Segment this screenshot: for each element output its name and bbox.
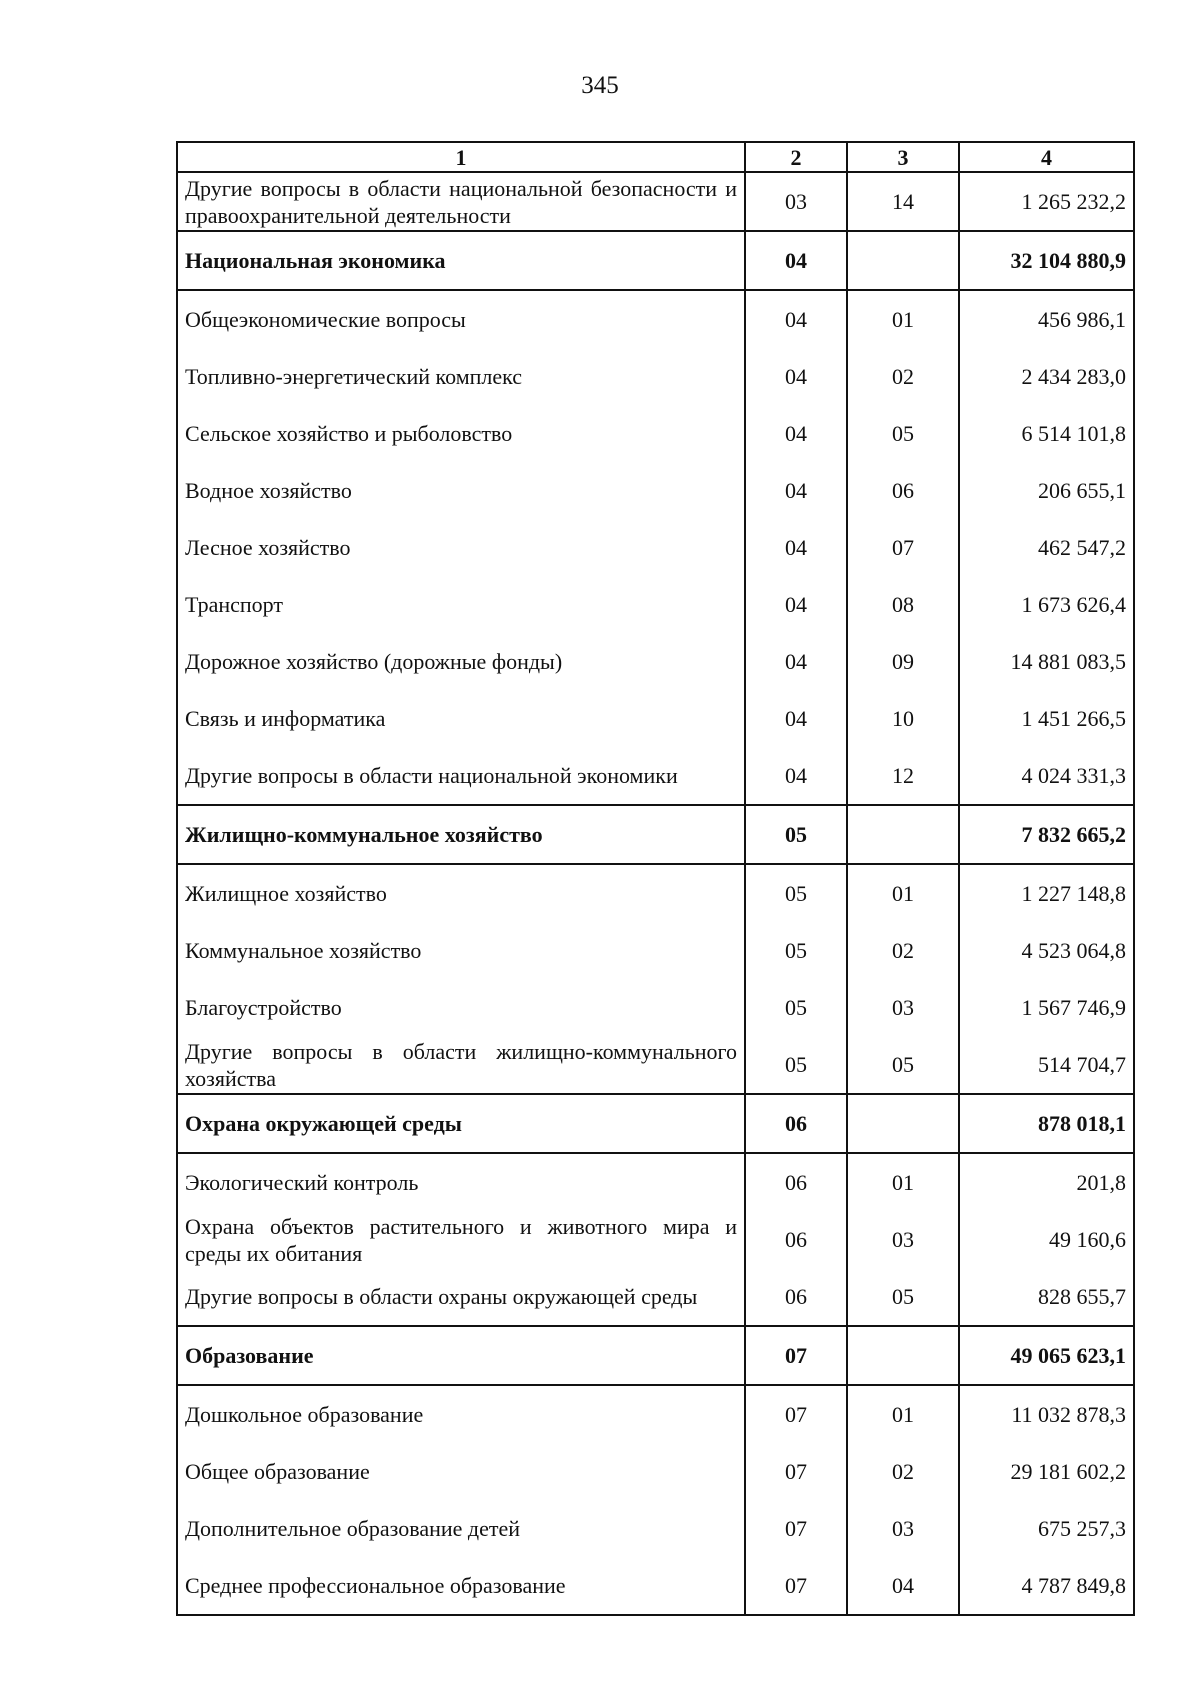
row-subsection-code bbox=[847, 1326, 959, 1385]
row-amount: 1 567 746,9 bbox=[959, 979, 1134, 1036]
row-subsection-code: 05 bbox=[847, 1036, 959, 1094]
table-row bbox=[177, 1268, 1134, 1326]
column-header-3: 3 bbox=[847, 142, 959, 172]
table-row bbox=[177, 1443, 1134, 1500]
row-section-code: 06 bbox=[745, 1153, 847, 1211]
row-section-code: 04 bbox=[745, 348, 847, 405]
row-section-code: 04 bbox=[745, 462, 847, 519]
row-subsection-code: 10 bbox=[847, 690, 959, 747]
row-amount: 201,8 bbox=[959, 1153, 1134, 1211]
row-name: Дорожное хозяйство (дорожные фонды) bbox=[177, 633, 745, 690]
row-amount: 1 451 266,5 bbox=[959, 690, 1134, 747]
row-name: Благоустройство bbox=[177, 979, 745, 1036]
row-name: Экологический контроль bbox=[177, 1153, 745, 1211]
row-name: Жилищно-коммунальное хозяйство bbox=[177, 805, 745, 864]
row-name: Водное хозяйство bbox=[177, 462, 745, 519]
row-name: Другие вопросы в области национальной безопасности и правоохранительной деятельности bbox=[177, 172, 745, 231]
row-subsection-code bbox=[847, 231, 959, 290]
row-subsection-code: 02 bbox=[847, 922, 959, 979]
row-name: Коммунальное хозяйство bbox=[177, 922, 745, 979]
table-row bbox=[177, 864, 1134, 922]
table-row bbox=[177, 1211, 1134, 1268]
row-amount: 878 018,1 bbox=[959, 1094, 1134, 1153]
row-subsection-code bbox=[847, 805, 959, 864]
table-row bbox=[177, 576, 1134, 633]
row-name: Другие вопросы в области национальной экономики bbox=[177, 747, 745, 805]
row-subsection-code: 01 bbox=[847, 1385, 959, 1443]
row-section-code: 07 bbox=[745, 1500, 847, 1557]
row-subsection-code: 03 bbox=[847, 1211, 959, 1268]
table-row bbox=[177, 519, 1134, 576]
row-subsection-code: 03 bbox=[847, 979, 959, 1036]
table-row bbox=[177, 690, 1134, 747]
row-amount: 11 032 878,3 bbox=[959, 1385, 1134, 1443]
section-row bbox=[177, 805, 1134, 864]
table-row bbox=[177, 1500, 1134, 1557]
table-row bbox=[177, 1036, 1134, 1094]
row-subsection-code: 06 bbox=[847, 462, 959, 519]
row-subsection-code: 01 bbox=[847, 864, 959, 922]
table-row bbox=[177, 1153, 1134, 1211]
row-section-code: 06 bbox=[745, 1094, 847, 1153]
row-subsection-code bbox=[847, 1094, 959, 1153]
row-subsection-code: 09 bbox=[847, 633, 959, 690]
page-number: 345 bbox=[581, 72, 619, 99]
column-header-1: 1 bbox=[177, 142, 745, 172]
row-amount: 7 832 665,2 bbox=[959, 805, 1134, 864]
row-section-code: 04 bbox=[745, 290, 847, 348]
row-name: Жилищное хозяйство bbox=[177, 864, 745, 922]
row-subsection-code: 12 bbox=[847, 747, 959, 805]
row-name: Общее образование bbox=[177, 1443, 745, 1500]
row-section-code: 05 bbox=[745, 979, 847, 1036]
row-subsection-code: 01 bbox=[847, 290, 959, 348]
row-section-code: 05 bbox=[745, 805, 847, 864]
row-amount: 6 514 101,8 bbox=[959, 405, 1134, 462]
table-row bbox=[177, 1557, 1134, 1615]
row-section-code: 04 bbox=[745, 231, 847, 290]
row-subsection-code: 05 bbox=[847, 1268, 959, 1326]
row-name: Среднее профессиональное образование bbox=[177, 1557, 745, 1615]
row-name: Дополнительное образование детей bbox=[177, 1500, 745, 1557]
row-name: Транспорт bbox=[177, 576, 745, 633]
row-section-code: 05 bbox=[745, 1036, 847, 1094]
row-subsection-code: 07 bbox=[847, 519, 959, 576]
row-name: Образование bbox=[177, 1326, 745, 1385]
row-amount: 32 104 880,9 bbox=[959, 231, 1134, 290]
row-subsection-code: 05 bbox=[847, 405, 959, 462]
row-amount: 456 986,1 bbox=[959, 290, 1134, 348]
table-row bbox=[177, 633, 1134, 690]
row-section-code: 04 bbox=[745, 576, 847, 633]
row-name: Другие вопросы в области жилищно-коммунального хозяйства bbox=[177, 1036, 745, 1094]
row-subsection-code: 14 bbox=[847, 172, 959, 231]
row-name: Национальная экономика bbox=[177, 231, 745, 290]
row-section-code: 06 bbox=[745, 1211, 847, 1268]
table-row bbox=[177, 348, 1134, 405]
row-amount: 14 881 083,5 bbox=[959, 633, 1134, 690]
row-amount: 514 704,7 bbox=[959, 1036, 1134, 1094]
row-section-code: 04 bbox=[745, 633, 847, 690]
row-section-code: 07 bbox=[745, 1385, 847, 1443]
row-name: Охрана объектов растительного и животного мира и среды их обитания bbox=[177, 1211, 745, 1268]
row-section-code: 07 bbox=[745, 1326, 847, 1385]
row-subsection-code: 08 bbox=[847, 576, 959, 633]
row-amount: 206 655,1 bbox=[959, 462, 1134, 519]
section-row bbox=[177, 231, 1134, 290]
row-amount: 4 787 849,8 bbox=[959, 1557, 1134, 1615]
row-section-code: 03 bbox=[745, 172, 847, 231]
row-amount: 828 655,7 bbox=[959, 1268, 1134, 1326]
row-section-code: 05 bbox=[745, 922, 847, 979]
row-amount: 4 523 064,8 bbox=[959, 922, 1134, 979]
budget-table bbox=[176, 141, 1135, 1616]
row-subsection-code: 02 bbox=[847, 1443, 959, 1500]
row-name: Охрана окружающей среды bbox=[177, 1094, 745, 1153]
row-subsection-code: 04 bbox=[847, 1557, 959, 1615]
row-amount: 49 065 623,1 bbox=[959, 1326, 1134, 1385]
row-amount: 1 265 232,2 bbox=[959, 172, 1134, 231]
section-row bbox=[177, 1094, 1134, 1153]
row-amount: 2 434 283,0 bbox=[959, 348, 1134, 405]
table-header-row bbox=[177, 142, 1134, 172]
column-header-4: 4 bbox=[959, 142, 1134, 172]
row-amount: 4 024 331,3 bbox=[959, 747, 1134, 805]
table-row bbox=[177, 922, 1134, 979]
row-name: Общеэкономические вопросы bbox=[177, 290, 745, 348]
row-name: Сельское хозяйство и рыболовство bbox=[177, 405, 745, 462]
row-section-code: 04 bbox=[745, 519, 847, 576]
row-section-code: 07 bbox=[745, 1443, 847, 1500]
row-section-code: 04 bbox=[745, 690, 847, 747]
row-section-code: 05 bbox=[745, 864, 847, 922]
table-row bbox=[177, 462, 1134, 519]
row-name: Связь и информатика bbox=[177, 690, 745, 747]
row-section-code: 04 bbox=[745, 405, 847, 462]
row-subsection-code: 03 bbox=[847, 1500, 959, 1557]
column-header-2: 2 bbox=[745, 142, 847, 172]
row-amount: 1 673 626,4 bbox=[959, 576, 1134, 633]
row-subsection-code: 01 bbox=[847, 1153, 959, 1211]
row-amount: 675 257,3 bbox=[959, 1500, 1134, 1557]
row-name: Дошкольное образование bbox=[177, 1385, 745, 1443]
row-amount: 462 547,2 bbox=[959, 519, 1134, 576]
row-amount: 49 160,6 bbox=[959, 1211, 1134, 1268]
section-row bbox=[177, 1326, 1134, 1385]
table-row bbox=[177, 290, 1134, 348]
row-section-code: 07 bbox=[745, 1557, 847, 1615]
table-row bbox=[177, 979, 1134, 1036]
row-section-code: 06 bbox=[745, 1268, 847, 1326]
row-section-code: 04 bbox=[745, 747, 847, 805]
table-row bbox=[177, 172, 1134, 231]
table-row bbox=[177, 405, 1134, 462]
row-amount: 29 181 602,2 bbox=[959, 1443, 1134, 1500]
table-row bbox=[177, 1385, 1134, 1443]
row-amount: 1 227 148,8 bbox=[959, 864, 1134, 922]
row-name: Лесное хозяйство bbox=[177, 519, 745, 576]
row-subsection-code: 02 bbox=[847, 348, 959, 405]
row-name: Топливно-энергетический комплекс bbox=[177, 348, 745, 405]
table-row bbox=[177, 747, 1134, 805]
row-name: Другие вопросы в области охраны окружающей среды bbox=[177, 1268, 745, 1326]
